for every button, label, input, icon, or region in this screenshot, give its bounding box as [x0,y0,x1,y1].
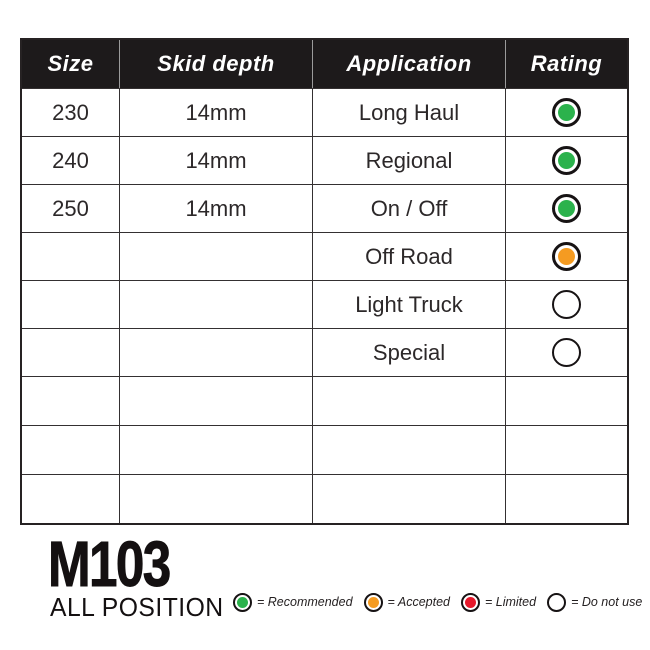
rating-dot [558,200,575,217]
cell-skid-depth: 14mm [119,185,312,232]
cell-size: 230 [52,99,89,125]
cell-application: Long Haul [312,89,505,136]
cell-application: Off Road [312,233,505,280]
cell-rating [505,233,627,280]
rating-dot [558,248,575,265]
table-row [22,184,627,232]
cell-size [22,475,119,523]
rating-recommended-icon [552,146,581,175]
cell-skid-depth [119,475,312,523]
rating-do-not-use-icon [552,290,581,319]
cell-size [22,329,119,376]
table-row [22,474,627,523]
table-row [22,376,627,425]
legend-label: = Recommended [257,595,353,609]
rating-recommended-icon [552,98,581,127]
legend-item-limited [461,593,536,612]
cell-size [22,426,119,474]
cell-rating [505,185,627,232]
rating-recommended-icon [552,194,581,223]
cell-application [312,475,505,523]
legend-item-recommended [233,593,353,612]
rating-dot [558,152,575,169]
cell-skid-depth [119,233,312,280]
cell-application: On / Off [312,185,505,232]
cell-rating [505,377,627,425]
table-row [22,280,627,328]
cell-application: Special [312,329,505,376]
table-header-row [22,40,627,88]
cell-application [312,426,505,474]
spec-table [20,38,629,525]
legend-item-do-not-use [547,593,642,612]
table-row [22,425,627,474]
cell-skid-depth [119,329,312,376]
table-row [22,136,627,184]
legend [233,589,642,615]
cell-skid-depth [119,281,312,328]
cell-skid-depth [119,377,312,425]
legend-label: = Accepted [387,595,450,609]
cell-rating [505,329,627,376]
rating-accepted-icon [552,242,581,271]
cell-size [22,233,119,280]
cell-application [312,377,505,425]
legend-label: = Limited [484,595,537,609]
cell-rating [505,89,627,136]
product-model: M103 [48,528,170,600]
cell-rating [505,475,627,523]
cell-size [22,281,119,328]
column-header-size: Size [47,51,94,76]
column-header-rating: Rating [505,40,627,88]
column-header-application: Application [312,40,505,88]
product-position: ALL POSITION [50,592,224,622]
cell-size: 250 [52,195,89,221]
rating-dot [558,104,575,121]
cell-size [22,377,119,425]
column-header-skid-depth: Skid depth [119,40,312,88]
legend-recommended-icon [233,593,252,612]
cell-size: 240 [52,147,89,173]
legend-dot [368,597,379,608]
table-body [22,88,627,523]
cell-application: Light Truck [312,281,505,328]
cell-skid-depth [119,426,312,474]
legend-limited-icon [461,593,480,612]
table-row [22,88,627,136]
table-row [22,232,627,280]
cell-application: Regional [312,137,505,184]
legend-accepted-icon [364,593,383,612]
legend-item-accepted [364,593,450,612]
legend-dot [465,597,476,608]
cell-skid-depth: 14mm [119,137,312,184]
legend-do-not-use-icon [547,593,566,612]
rating-do-not-use-icon [552,338,581,367]
table-row [22,328,627,376]
legend-label: = Do not use [571,595,643,609]
cell-rating [505,137,627,184]
cell-rating [505,426,627,474]
cell-skid-depth: 14mm [119,89,312,136]
legend-dot [237,597,248,608]
cell-rating [505,281,627,328]
